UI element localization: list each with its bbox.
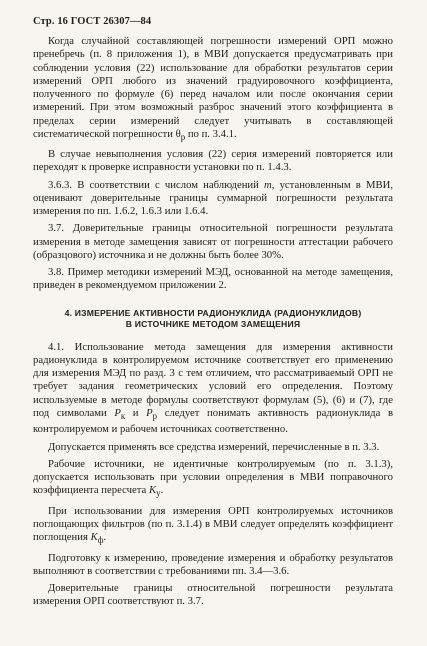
paragraph-text: Когда случайной составляющей погрешности измерений ОРП можно пренебречь (п. 8 приложения 1), в МВИ допускается предусматривать при соблюдении условия (22) использование для обработки результатов серии измерений ОРП любого из значений градуировочного коэффициента, полученного по формуле (6) перед началом или после окончания серии измерений. При этом возможный разброс значений этого коэффициента в пределах серии измерений следует учитывать в составляющей систематической погрешности θ [33,35,393,140]
paragraph-3-7: 3.7. Доверительные границы относительной погрешности результата измерения в методе замещения зависят от погрешности аттестации рабочего (образцового) источника и не должны быть более 30%. [33,222,393,261]
math-symbol: P [114,406,121,419]
paragraph-4-1 [33,341,393,437]
paragraph-text: следует понимать активность радионуклида в контролируемом и рабочем источниках соответственно. [33,406,393,436]
paragraph-repeat-series: В случае невыполнения условия (22) серия измерений повторяется или переходят к проверке исправности установки по п. 1.4.3. [33,148,393,174]
section-heading [33,308,393,331]
math-symbol: K [148,484,157,497]
paragraph-text: . [160,484,164,497]
section-heading-line: В ИСТОЧНИКЕ МЕТОДОМ ЗАМЕЩЕНИЯ [125,319,301,330]
paragraph-text: . [103,531,107,544]
paragraph-text: , установленным в МВИ, оценивают доверительные границы суммарной погрешности результата измерения по пп. 1.6.2, 1.6.3 или 1.6.4. [33,178,393,218]
paragraph-confidence-bounds: Доверительные границы относительной погрешности результата измерения ОРП соответствуют п. 3.7. [33,582,393,608]
paragraph-absorbing-filters [33,505,393,548]
paragraph-text: и [125,406,147,419]
paragraph-text: Рабочие источники, не идентичные контролируемым (по п. 3.1.3), допускается использовать при условии определения в МВИ поправочного коэффициента пересчета [33,457,393,497]
math-symbol: P [146,406,153,419]
paragraph-preparation: Подготовку к измерению, проведение измерения и обработку результатов выполняют в соответствии с требованиями пп. 3.4—3.6. [33,551,393,577]
paragraph-text: по п. 3.4.1. [185,127,237,140]
paragraph-random-component [33,35,393,144]
paragraph-working-sources [33,458,393,501]
paragraph-3-8: 3.8. Пример методики измерений МЭД, основанной на методе замещения, приведен в рекомендуемом приложении 2. [33,266,393,292]
paragraph-text: 3.6.3. В соответствии с числом наблюдений [48,178,265,191]
subscript: у [156,488,161,499]
section-heading-line: 4. ИЗМЕРЕНИЕ АКТИВНОСТИ РАДИОНУКЛИДА (РАДИОНУКЛИДОВ) [64,307,362,318]
subscript: к [120,411,126,422]
subscript: ф [97,535,104,546]
paragraph-text: При использовании для измерения ОРП контролируемых источников поглощающих фильтров (по п. 3.1.4) в МВИ следует определять коэффициент поглощения [33,504,393,544]
subscript: р [152,411,158,422]
standard-code: ГОСТ 26307—84 [70,16,152,27]
subscript: р [180,131,186,142]
paragraph-instruments: Допускается применять все средства измерений, перечисленные в п. 3.3. [48,440,380,453]
paragraph-text: 4.1. Использование метода замещения для измерения активности радионуклида в контролируемом источнике соответствует его применению для измерения МЭД по разд. 3 с тем отличием, что рассматриваемый ОРП не требует задания геометрических условий его определения. Поэтому используемые в методе формулы соответствуют формулам (5), (6) и (7), где под символами [33,340,393,419]
math-symbol: K [90,531,98,544]
page-header [33,16,393,35]
math-symbol: m [264,178,272,191]
paragraph-3-6-3 [33,179,393,219]
page-number: Стр. 16 [33,16,69,27]
